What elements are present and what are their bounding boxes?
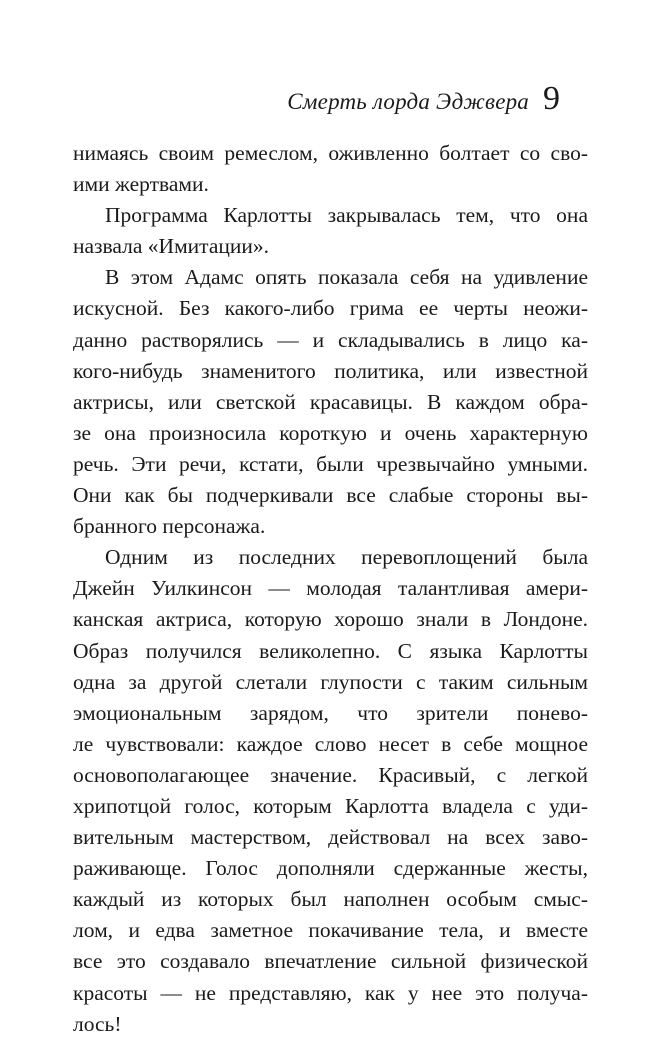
- paragraph: [73, 542, 588, 1040]
- text-line: красоты — не представляю, как у нее это получа-: [73, 980, 588, 1005]
- text-line: актрисы, или светской красавицы. В каждом обра-: [73, 389, 588, 414]
- body-text: [73, 138, 588, 1040]
- text-line: кого-нибудь знаменитого политика, или известной: [73, 358, 588, 383]
- running-header: [287, 82, 560, 116]
- text-line: все это создавало впечатление сильной физической: [73, 949, 588, 974]
- text-line: вительным мастерством, действовал на всех заво-: [73, 825, 588, 850]
- text-line: бранного персонажа.: [73, 514, 266, 539]
- text-line: назвала «Имитации».: [73, 234, 270, 259]
- text-line: канская актриса, которую хорошо знали в Лондоне.: [73, 607, 588, 632]
- running-title: Смерть лорда Эджвера: [287, 89, 529, 114]
- text-line: раживающе. Голос дополняли сдержанные жесты,: [73, 856, 588, 881]
- text-line: данно растворялись — и складывались в лицо ка-: [73, 327, 588, 352]
- text-line: Образ получился великолепно. С языка Карлотты: [73, 638, 588, 663]
- text-line: речь. Эти речи, кстати, были чрезвычайно умными.: [73, 451, 588, 476]
- text-line: зе она произносила короткую и очень характерную: [73, 420, 588, 445]
- text-line: лось!: [73, 1011, 122, 1036]
- text-line: ими жертвами.: [73, 172, 209, 197]
- page-number: 9: [543, 80, 560, 117]
- text-line: лом, и едва заметное покачивание тела, и вместе: [73, 918, 588, 943]
- text-line: эмоциональным зарядом, что зрители понево-: [73, 700, 588, 725]
- text-line: ле чувствовали: каждое слово несет в себе мощное: [73, 731, 588, 756]
- paragraph: [73, 138, 588, 200]
- text-line: одна за другой слетали глупости с таким сильным: [73, 669, 588, 694]
- text-line: основополагающее значение. Красивый, с легкой: [73, 762, 588, 787]
- text-line: искусной. Без какого-либо грима ее черты неожи-: [73, 296, 588, 321]
- text-line: Одним из последних перевоплощений была: [105, 545, 588, 570]
- text-line: каждый из которых был наполнен особым смыс-: [73, 887, 588, 912]
- text-line: нимаясь своим ремеслом, оживленно болтает со сво-: [73, 141, 588, 165]
- text-line: Они как бы подчеркивали все слабые стороны вы-: [73, 483, 588, 508]
- text-line: хрипотцой голос, которым Карлотта владела с уди-: [73, 793, 588, 818]
- paragraph: [73, 200, 588, 262]
- text-line: Программа Карлотты закрывалась тем, что она: [105, 203, 588, 228]
- text-line: Джейн Уилкинсон — молодая талантливая амери-: [73, 576, 588, 601]
- paragraph: [73, 262, 588, 542]
- text-line: В этом Адамс опять показала себя на удивление: [105, 265, 588, 290]
